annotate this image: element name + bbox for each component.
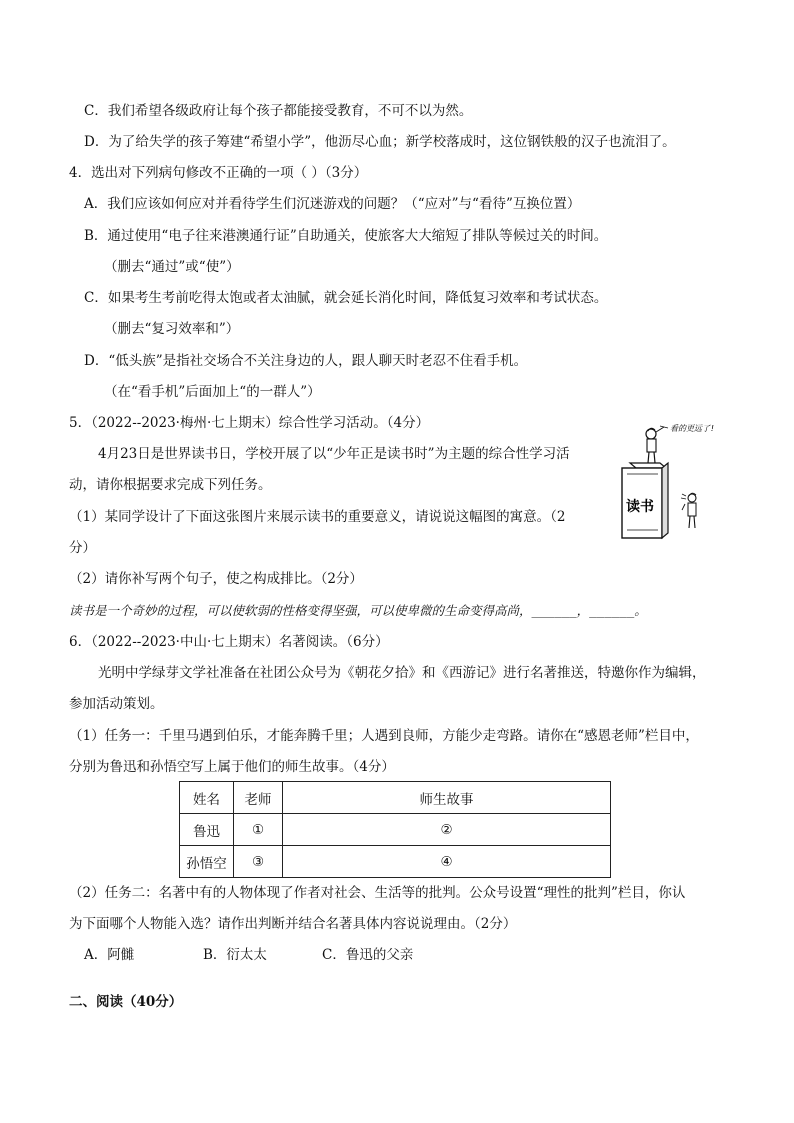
q5-parallel-sentence: 读书是一个奇妙的过程，可以使软弱的性格变得坚强，可以使卑微的生命变得高尚，______，______。 bbox=[69, 603, 647, 618]
q3-option-d: D．为了给失学的孩子筹建“希望小学”，他沥尽心血；新学校落成时，这位钢铁般的汉子也流泪了。 bbox=[84, 134, 676, 150]
table-cell: ② bbox=[283, 814, 611, 846]
q6-task1-line1: （1）任务一：千里马遇到伯乐，才能奔腾千里；人遇到良师，方能少走弯路。请你在“感恩老师”栏目中， bbox=[69, 728, 699, 744]
q4-option-c: C．如果考生考前吃得太饱或者太油腻，就会延长消化时间，降低复习效率和考试状态。 bbox=[84, 290, 608, 306]
table-cell: 孙悟空 bbox=[180, 846, 234, 878]
book-title: 读书 bbox=[626, 499, 654, 515]
q5-intro-line2: 动，请你根据要求完成下列任务。 bbox=[69, 477, 272, 493]
q4-option-a: A．我们应该如何应对并看待学生们沉迷游戏的问题？（“应对”与“看待”互换位置） bbox=[84, 196, 581, 212]
table-cell: 鲁迅 bbox=[180, 814, 234, 846]
q4-option-b: B．通过使用“电子往来港澳通行证”自助通关，使旅客大大缩短了排队等候过关的时间。 bbox=[84, 228, 608, 244]
q6-task2-line2: 为下面哪个人物能入选？请作出判断并结合名著具体内容说说理由。（2分） bbox=[69, 916, 517, 932]
table-header-cell: 师生故事 bbox=[283, 782, 611, 814]
q6-choice-b: B．衍太太 bbox=[203, 947, 267, 963]
illustration-caption: 看的更远了! bbox=[670, 424, 715, 433]
table-header-cell: 老师 bbox=[234, 782, 283, 814]
reading-illustration bbox=[612, 418, 727, 543]
q5-intro-line1: 4月23日是世界读书日，学校开展了以“少年正是读书时”为主题的综合性学习活 bbox=[98, 446, 570, 462]
q6-stem: 6．（2022--2023·中山·七上期末）名著阅读。（6分） bbox=[69, 634, 389, 650]
q5-task1-line1: （1）某同学设计了下面这张图片来展示读书的重要意义，请说说这幅图的寓意。（2 bbox=[69, 509, 566, 525]
table-header-row bbox=[180, 782, 611, 814]
table-cell: ④ bbox=[283, 846, 611, 878]
table-row bbox=[180, 846, 611, 878]
q4-option-d-fix: （在“看手机”后面加上“的一群人”） bbox=[104, 384, 321, 400]
table-cell: ③ bbox=[234, 846, 283, 878]
section-heading-reading: 二、阅读（40分） bbox=[69, 994, 183, 1010]
q6-choice-a: A．阿雠 bbox=[84, 947, 135, 963]
q5-task2: （2）请你补写两个句子，使之构成排比。（2分） bbox=[69, 571, 363, 587]
q6-choice-c: C．鲁迅的父亲 bbox=[322, 947, 414, 963]
q3-option-c: C．我们希望各级政府让每个孩子都能接受教育，不可不以为然。 bbox=[84, 103, 473, 119]
q6-task1-line2: 分别为鲁迅和孙悟空写上属于他们的师生故事。（4分） bbox=[69, 759, 395, 775]
q6-intro-line1: 光明中学绿芽文学社准备在社团公众号为《朝花夕拾》和《西游记》进行名著推送，特邀你作为编辑， bbox=[98, 665, 706, 681]
q4-stem: 4．选出对下列病句修改不正确的一项（ ）（3分） bbox=[69, 165, 368, 181]
q4-option-b-fix: （删去“通过”或“使”） bbox=[104, 259, 240, 275]
table-cell: ① bbox=[234, 814, 283, 846]
q6-intro-line2: 参加活动策划。 bbox=[69, 696, 164, 712]
table-header-cell: 姓名 bbox=[180, 782, 234, 814]
q6-task2-line1: （2）任务二：名著中有的人物体现了作者对社会、生活等的批判。公众号设置“理性的批判”栏目，你认 bbox=[69, 885, 686, 901]
q4-option-c-fix: （删去“复习效率和”） bbox=[104, 321, 240, 337]
teacher-story-table bbox=[179, 781, 611, 878]
q4-option-d: D．“低头族”是指社交场合不关注身边的人，跟人聊天时老忍不住看手机。 bbox=[84, 353, 528, 369]
table-row bbox=[180, 814, 611, 846]
q5-task1-line2: 分） bbox=[69, 540, 96, 556]
q5-stem: 5．（2022--2023·梅州·七上期末）综合性学习活动。（4分） bbox=[69, 415, 430, 431]
